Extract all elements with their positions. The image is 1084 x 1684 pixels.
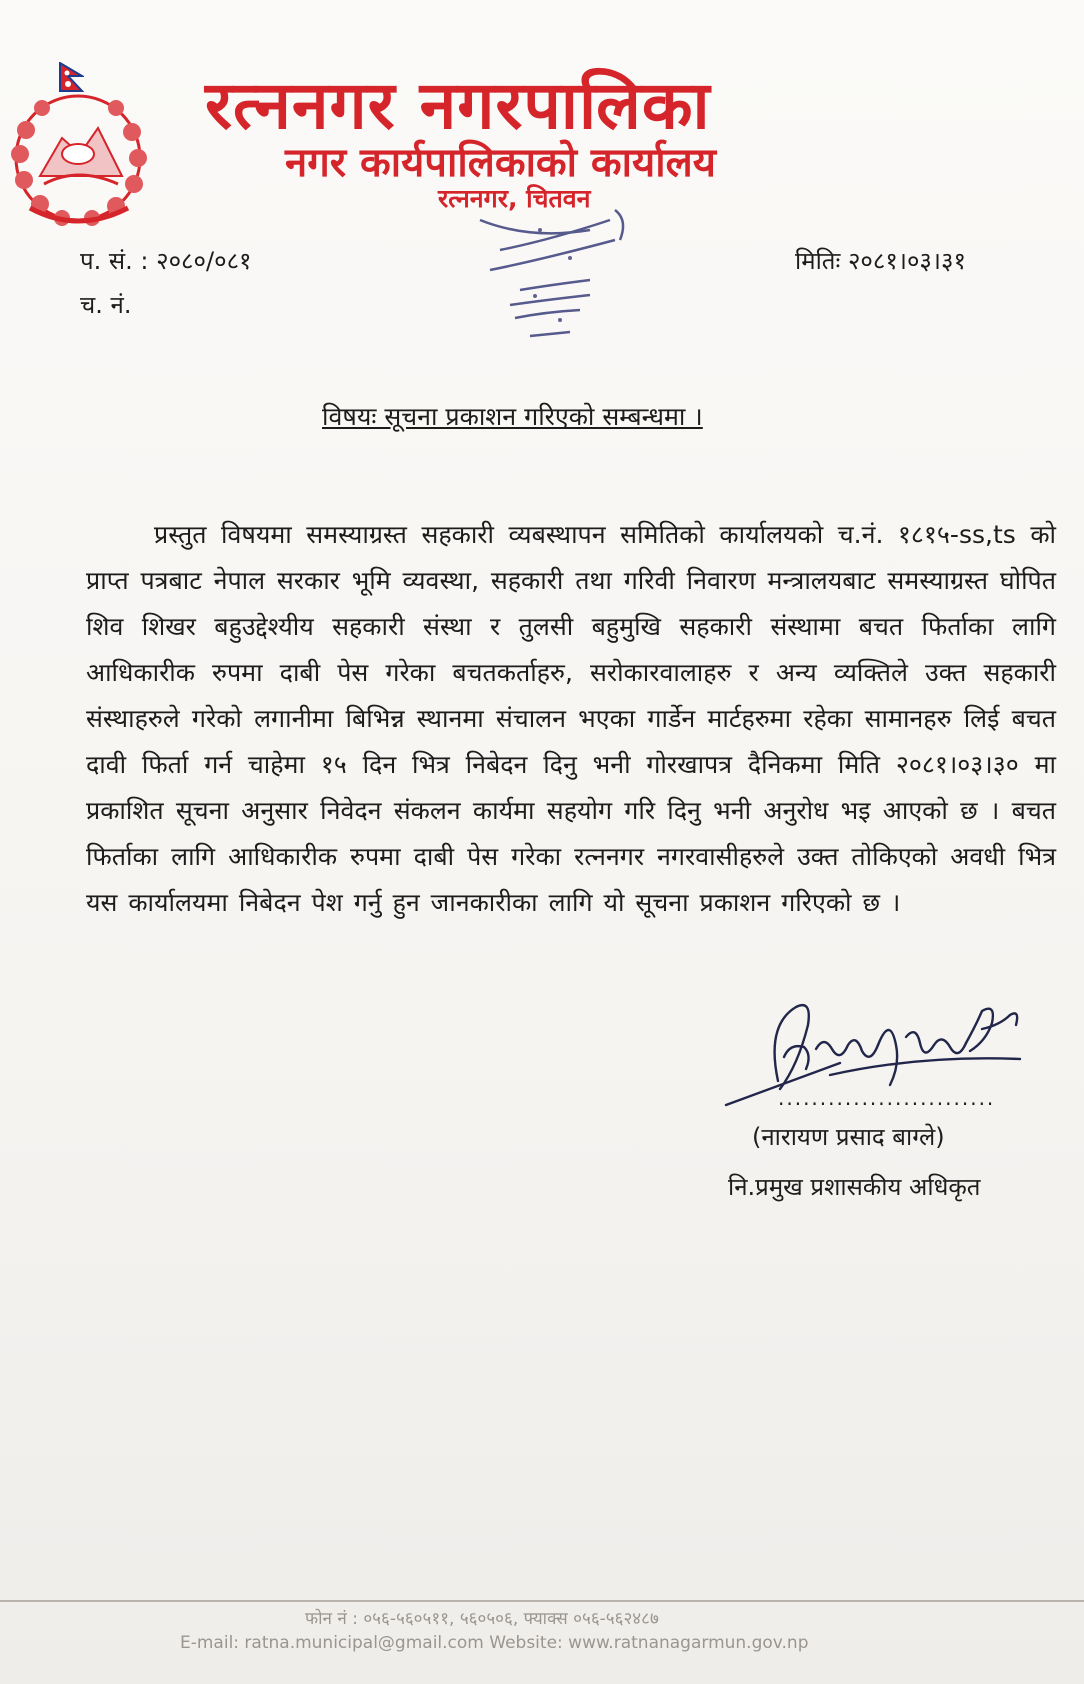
nepal-government-emblem-icon xyxy=(0,58,168,228)
office-name: नगर कार्यपालिकाको कार्यालय xyxy=(285,140,716,186)
letter-date: मितिः २०८१।०३।३१ xyxy=(795,247,966,275)
reference-number: प. सं. : २०८०/०८१ xyxy=(80,247,252,275)
dispatch-number: च. नं. xyxy=(80,291,132,319)
official-stamp xyxy=(440,200,680,360)
letter-body: प्रस्तुत विषयमा समस्याग्रस्त सहकारी व्यबस्थापन समितिको कार्यालयको च.नं. १८१५-ss,ts को प्राप्त पत्रबाट नेपाल सरकार भूमि व्यवस्था, सहकारी तथा गरिवी निवारण मन्त्रालयबाट समस्याग्रस्त घोपित शिव शिखर बहुउद्देश्यीय सहकारी संस्था र तुलसी बहुमुखि सहकारी संस्थामा बचत फिर्ताका लागि आधिकारीक रुपमा दाबी पेस गरेका बचतकर्ताहरु, सरोकारवालाहरु र अन्य व्यक्तिले उक्त सहकारी संस्थाहरुले गरेको लगानीमा बिभिन्न स्थानमा संचालन भएका गार्डेन मार्टहरुमा रहेका सामानहरु लिई बचत दावी फिर्ता गर्न चाहेमा १५ दिन भित्र निबेदन दिनु भनी गोरखापत्र दैनिकमा मिति २०८१।०३।३० मा प्रकाशित सूचना अनुसार निवेदन संकलन कार्यमा सहयोग गरि दिनु भनी अनुरोध भइ आएको छ । बचत फिर्ताका लागि आधिकारीक रुपमा दाबी पेस गरेका रत्ननगर नगरवासीहरुले उक्त तोकिएको अवधी भित्र यस कार्यालयमा निबेदन पेश गर्नु हुन जानकारीका लागि यो सूचना प्रकाशन गरिएको छ । xyxy=(86,520,1056,917)
footer-divider xyxy=(0,1600,1084,1602)
signatory-name: (नारायण प्रसाद बाग्ले) xyxy=(752,1123,945,1151)
nepal-flag-icon xyxy=(58,62,84,92)
signature-line: .......................... xyxy=(778,1086,996,1110)
office-address: रत्ननगर, चितवन xyxy=(438,184,591,213)
footer-phone: फोन नं : ०५६-५६०५११, ५६०५०६, फ्याक्स ०५६-५६२४८७ xyxy=(305,1609,659,1629)
org-name: रत्ननगर नगरपालिका xyxy=(205,67,711,144)
signatory-title: नि.प्रमुख प्रशासकीय अधिकृत xyxy=(728,1173,981,1201)
footer-contact: E-mail: ratna.municipal@gmail.com Website: www.ratnanagarmun.gov.np xyxy=(180,1633,809,1653)
letter-subject: विषयः सूचना प्रकाशन गरिएको सम्बन्धमा । xyxy=(322,402,703,431)
